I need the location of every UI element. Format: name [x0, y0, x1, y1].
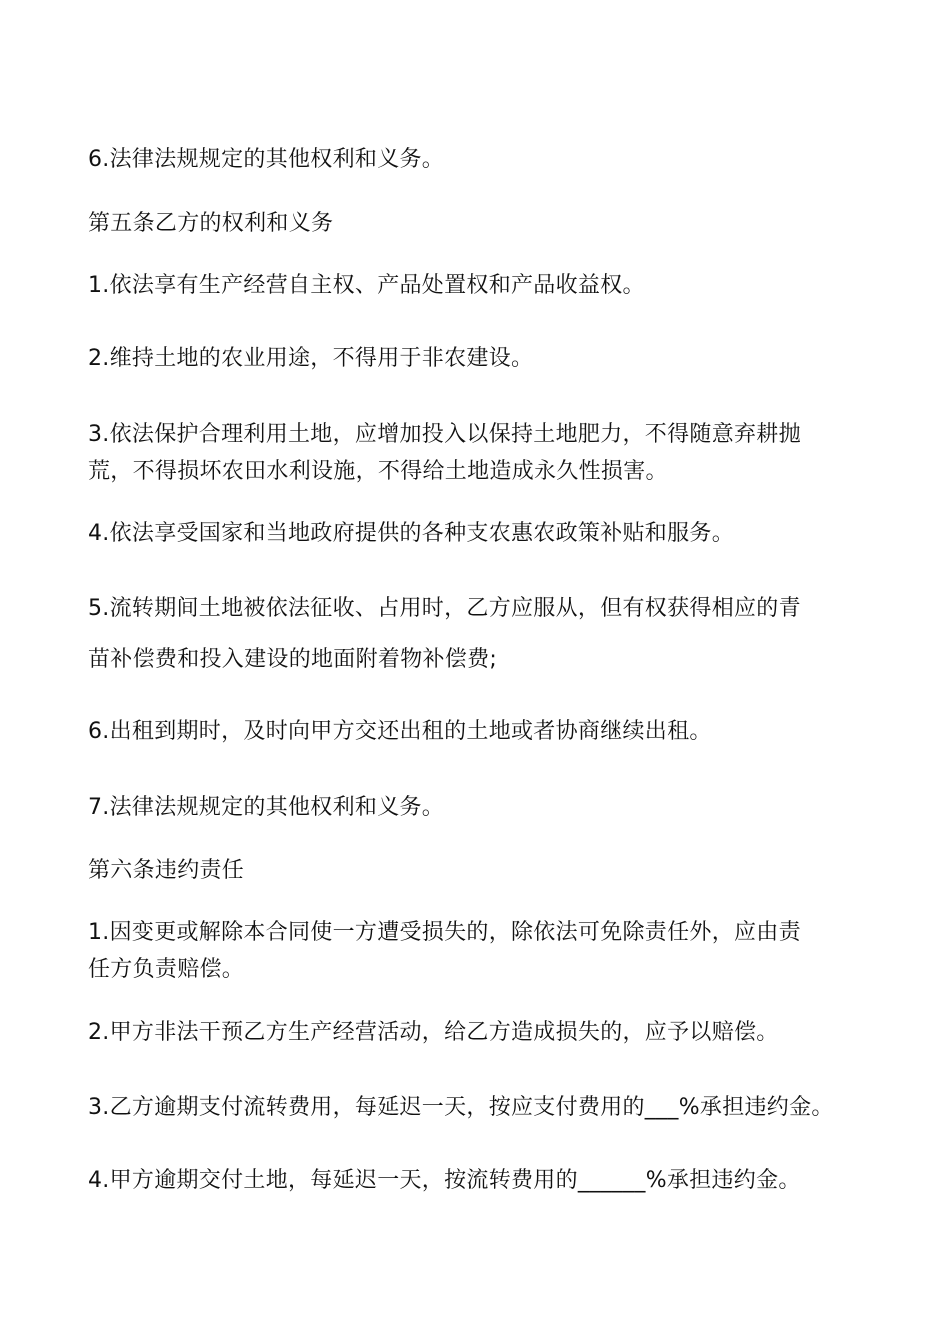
clause-line: 4.甲方逾期交付土地，每延迟一天，按流转费用的______%承担违约金。	[88, 1168, 801, 1193]
clause-line: 苗补偿费和投入建设的地面附着物补偿费;	[88, 647, 498, 672]
clause-line: 1.因变更或解除本合同使一方遭受损失的，除依法可免除责任外，应由责	[88, 920, 801, 945]
section-heading: 第六条违约责任	[88, 858, 245, 883]
clause-line: 7.法律法规规定的其他权利和义务。	[88, 795, 445, 820]
clause-line: 任方负责赔偿。	[88, 957, 245, 982]
clause-line: 5.流转期间土地被依法征收、占用时，乙方应服从，但有权获得相应的青	[88, 596, 801, 621]
clause-line: 6.法律法规规定的其他权利和义务。	[88, 147, 445, 172]
section-heading: 第五条乙方的权利和义务	[88, 211, 334, 236]
clause-line: 2.甲方非法干预乙方生产经营活动，给乙方造成损失的，应予以赔偿。	[88, 1020, 779, 1045]
clause-line: 荒，不得损坏农田水利设施，不得给土地造成永久性损害。	[88, 459, 668, 484]
clause-line: 1.依法享有生产经营自主权、产品处置权和产品收益权。	[88, 273, 645, 298]
clause-line: 3.乙方逾期支付流转费用，每延迟一天，按应支付费用的___%承担违约金。	[88, 1095, 834, 1120]
clause-line: 6.出租到期时，及时向甲方交还出租的土地或者协商继续出租。	[88, 719, 712, 744]
clause-line: 4.依法享受国家和当地政府提供的各种支农惠农政策补贴和服务。	[88, 521, 734, 546]
clause-line: 2.维持土地的农业用途，不得用于非农建设。	[88, 346, 534, 371]
clause-line: 3.依法保护合理利用土地，应增加投入以保持土地肥力，不得随意弃耕抛	[88, 422, 801, 447]
